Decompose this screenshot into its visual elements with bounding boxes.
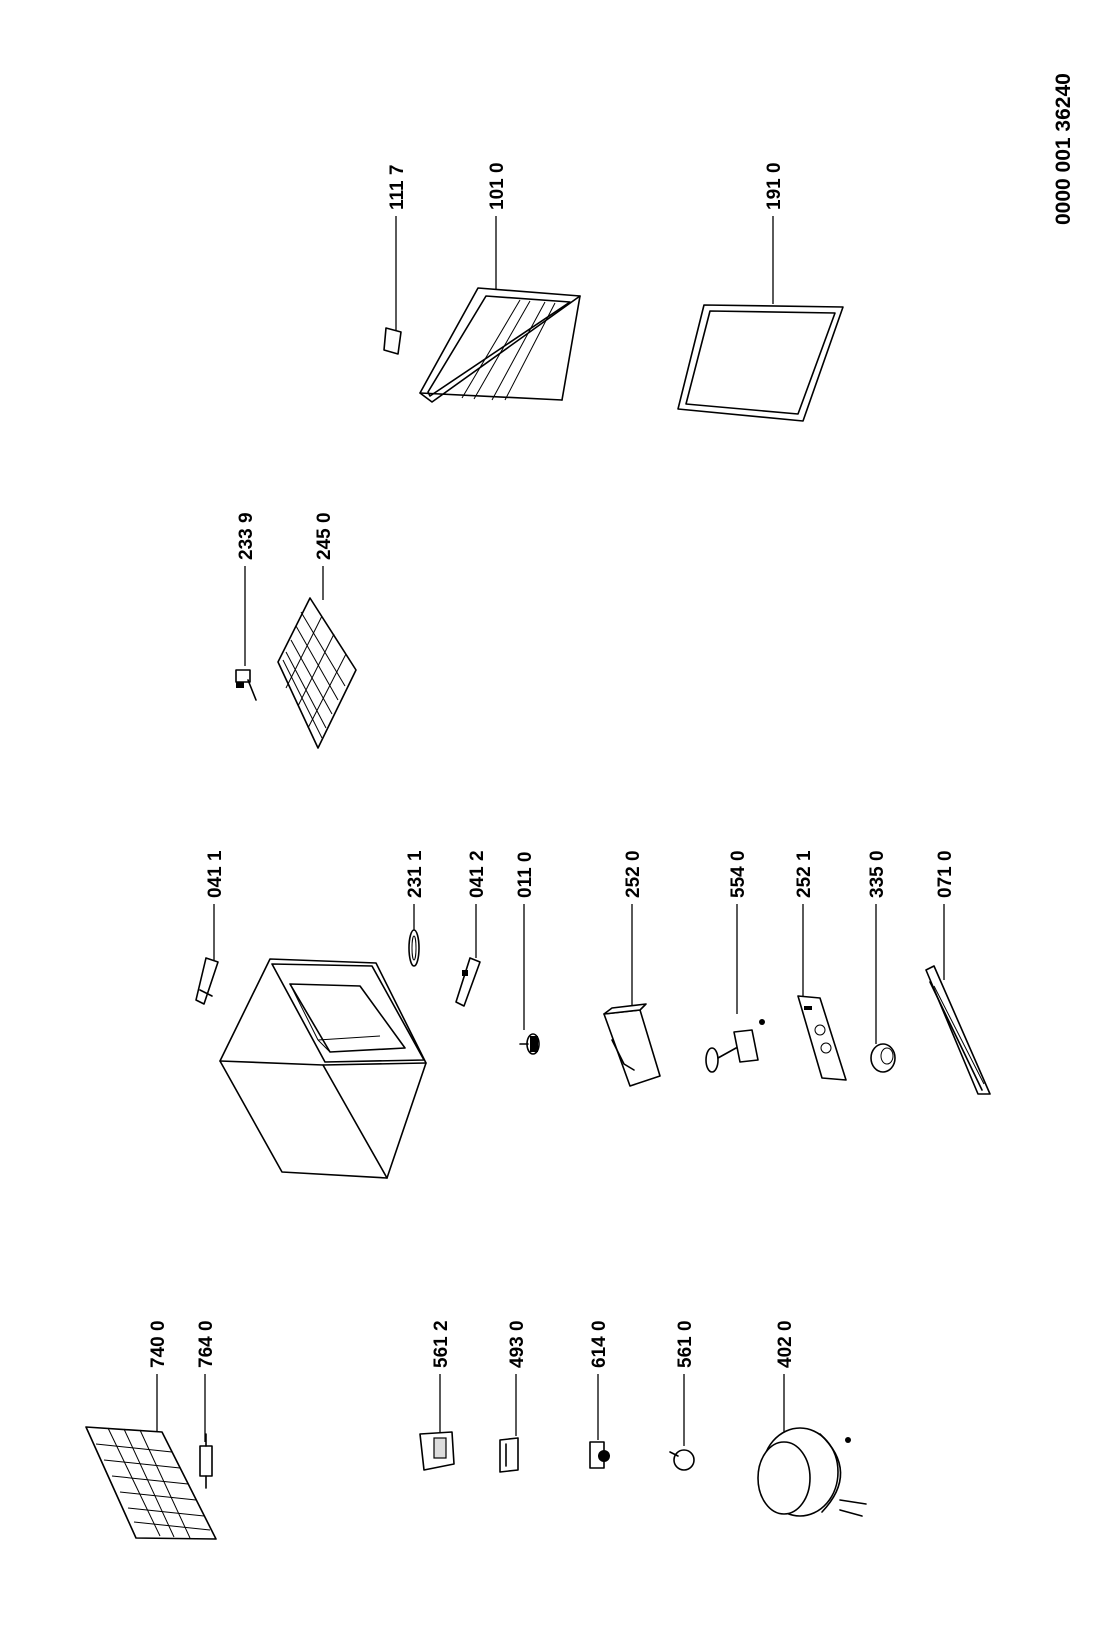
part-label-252-0: 252 0	[623, 850, 644, 898]
part-hinge-left[interactable]	[196, 850, 226, 1004]
part-label-335-0: 335 0	[867, 850, 888, 898]
part-terminal-block[interactable]	[500, 1320, 528, 1472]
part-label-764-0: 764 0	[196, 1320, 217, 1368]
part-label-245-0: 245 0	[314, 512, 335, 560]
part-label-231-1: 231 1	[405, 850, 426, 898]
part-label-402-0: 402 0	[775, 1320, 796, 1368]
part-label-740-0: 740 0	[148, 1320, 169, 1368]
part-starter-relay[interactable]	[589, 1320, 610, 1468]
part-lid-gasket[interactable]	[678, 162, 843, 421]
part-label-614-0: 614 0	[589, 1320, 610, 1368]
part-label-071-0: 071 0	[935, 850, 956, 898]
part-lid[interactable]	[420, 162, 580, 402]
part-label-011-0: 011 0	[515, 851, 536, 898]
part-label-041-1: 041 1	[205, 850, 226, 898]
part-basket-grid[interactable]	[278, 512, 356, 748]
part-label-252-1: 252 1	[794, 850, 815, 898]
part-knob[interactable]	[867, 850, 895, 1072]
part-relay-cover[interactable]	[420, 1320, 454, 1470]
part-compressor[interactable]	[758, 1320, 866, 1516]
part-label-554-0: 554 0	[728, 850, 749, 898]
part-spring[interactable]	[405, 850, 426, 966]
part-hinge-right[interactable]	[456, 850, 488, 1006]
part-lock[interactable]	[236, 512, 257, 700]
document-number: 0000 001 36240	[1052, 73, 1075, 225]
part-label-493-0: 493 0	[507, 1320, 528, 1368]
part-label-111-7: 111 7	[387, 164, 408, 210]
part-overload-protector[interactable]	[670, 1320, 696, 1470]
part-label-191-0: 191 0	[764, 162, 785, 210]
part-control-housing[interactable]	[604, 850, 660, 1086]
part-label-561-0: 561 0	[675, 1320, 696, 1368]
part-cabinet[interactable]	[220, 959, 426, 1178]
part-label-561-2: 561 2	[431, 1320, 452, 1368]
part-foot[interactable]	[515, 852, 539, 1055]
part-control-panel[interactable]	[794, 850, 846, 1080]
part-label-041-2: 041 2	[467, 850, 488, 898]
part-filter-drier[interactable]	[196, 1320, 217, 1488]
part-thermostat[interactable]	[706, 850, 765, 1072]
part-trim-strip[interactable]	[926, 850, 990, 1094]
part-label-233-9: 233 9	[236, 512, 257, 560]
part-label-sticker[interactable]	[384, 165, 408, 354]
part-label-101-0: 101 0	[487, 162, 508, 210]
